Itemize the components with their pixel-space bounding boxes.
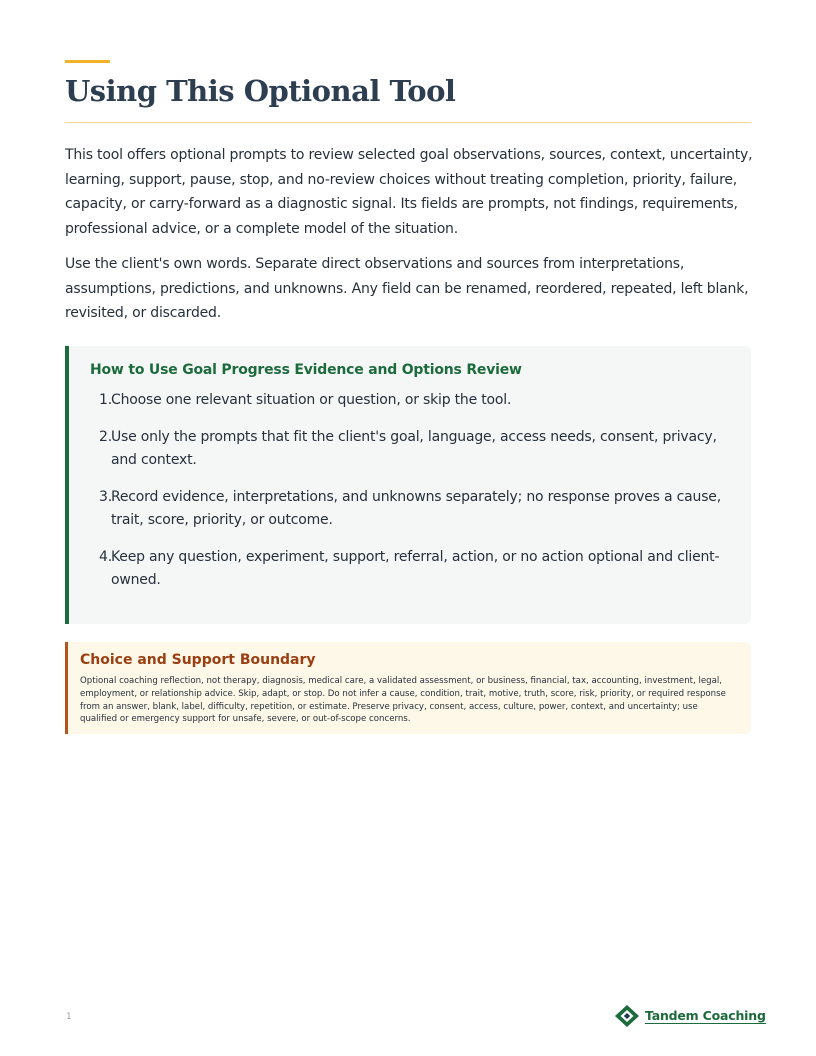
how-to-use-panel: [65, 346, 751, 624]
list-item: [99, 486, 731, 532]
step-text: Choose one relevant situation or question, or skip the tool.: [111, 392, 512, 408]
intro-paragraph: This tool offers optional prompts to review selected goal observations, sources, context, uncertainty, learning, support, pause, stop, and no-review choices without treating completion, priority, failure, capacity, or carry-forward as a diagnostic signal. Its fields are prompts, not findings, requirements, professional advice, or a complete model of the situation.: [65, 147, 753, 237]
brand-logo: [614, 1004, 766, 1028]
step-number: 1.: [99, 392, 112, 408]
step-number: 2.: [99, 429, 112, 445]
title-accent-bar: [65, 60, 110, 63]
step-text: Keep any question, experiment, support, referral, action, or no action optional and client-owned.: [111, 549, 720, 588]
brand-name: Tandem Coaching: [645, 1007, 766, 1023]
list-item: [99, 426, 731, 472]
title-divider: [65, 122, 751, 123]
list-item: [99, 389, 731, 412]
guidance-paragraph: Use the client's own words. Separate direct observations and sources from interpretations, assumptions, predictions, and unknowns. Any field can be renamed, reordered, repeated, left blank, revisited, or discarded.: [65, 256, 749, 321]
choice-support-boundary-panel: [65, 642, 751, 734]
step-text: Use only the prompts that fit the client's goal, language, access needs, consent, privacy, and context.: [111, 429, 717, 468]
list-item: [99, 546, 731, 592]
step-number: 4.: [99, 549, 112, 565]
boundary-title: Choice and Support Boundary: [80, 652, 316, 668]
boundary-text: Optional coaching reflection, not therapy, diagnosis, medical care, a validated assessment, or business, financial, tax, accounting, investment, legal, employment, or relationship advice. Skip, adapt, or stop. Do not infer a cause, condition, trait, motive, truth, score, risk, priority, or required response from an answer, blank, label, difficulty, repetition, or estimate. Preserve privacy, consent, access, culture, power, context, and uncertainty; use qualified or emergency support for unsafe, severe, or out-of-scope concerns.: [80, 676, 726, 725]
step-text: Record evidence, interpretations, and unknowns separately; no response proves a cause, trait, score, priority, or outcome.: [111, 489, 721, 528]
page-title: Using This Optional Tool: [65, 74, 456, 108]
diamond-logo-icon: [614, 1004, 640, 1028]
how-to-use-title: How to Use Goal Progress Evidence and Options Review: [90, 362, 522, 378]
page-number: 1: [66, 1012, 72, 1022]
step-number: 3.: [99, 489, 112, 505]
how-to-use-steps: [99, 389, 731, 606]
